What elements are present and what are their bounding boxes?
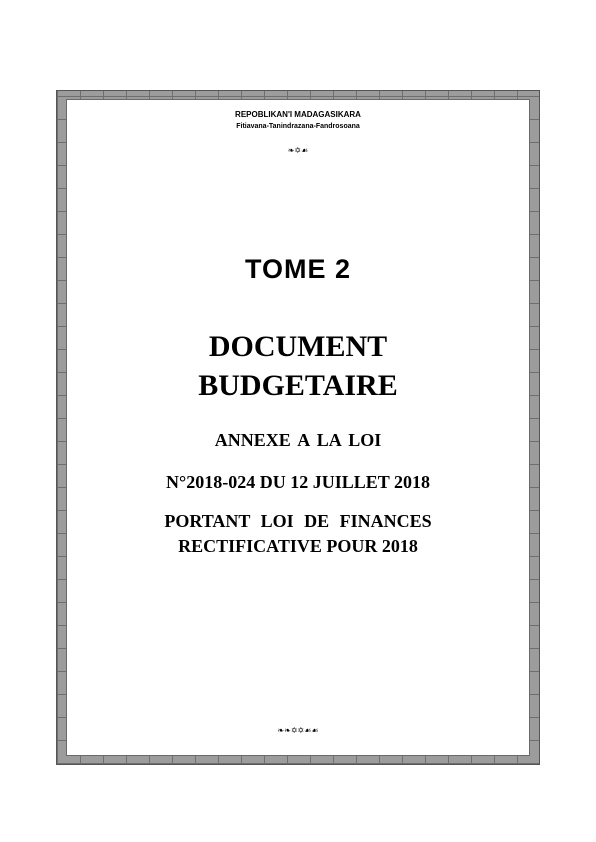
- ornament-top-icon: ❧✡☙: [287, 146, 309, 155]
- page-content-area: [66, 99, 530, 756]
- law-description-line2: RECTIFICATIVE POUR 2018: [178, 536, 418, 556]
- document-title-line1: DOCUMENT: [208, 330, 388, 363]
- national-motto: Fitiavana-Tanindrazana-Fandrosoana: [236, 123, 360, 130]
- annexe-heading: ANNEXE A LA LOI: [214, 430, 382, 450]
- ornament-bottom-icon: ❧❧✡✡☙☙: [277, 726, 319, 735]
- law-description-line1: PORTANT LOI DE FINANCES: [164, 511, 432, 531]
- page-border-frame: [56, 90, 540, 765]
- tome-title: TOME 2: [244, 254, 352, 284]
- document-title-line2: BUDGETAIRE: [198, 369, 398, 402]
- law-number: N°2018-024 DU 12 JUILLET 2018: [166, 472, 430, 492]
- republic-name: REPOBLIKAN'I MADAGASIKARA: [235, 110, 361, 119]
